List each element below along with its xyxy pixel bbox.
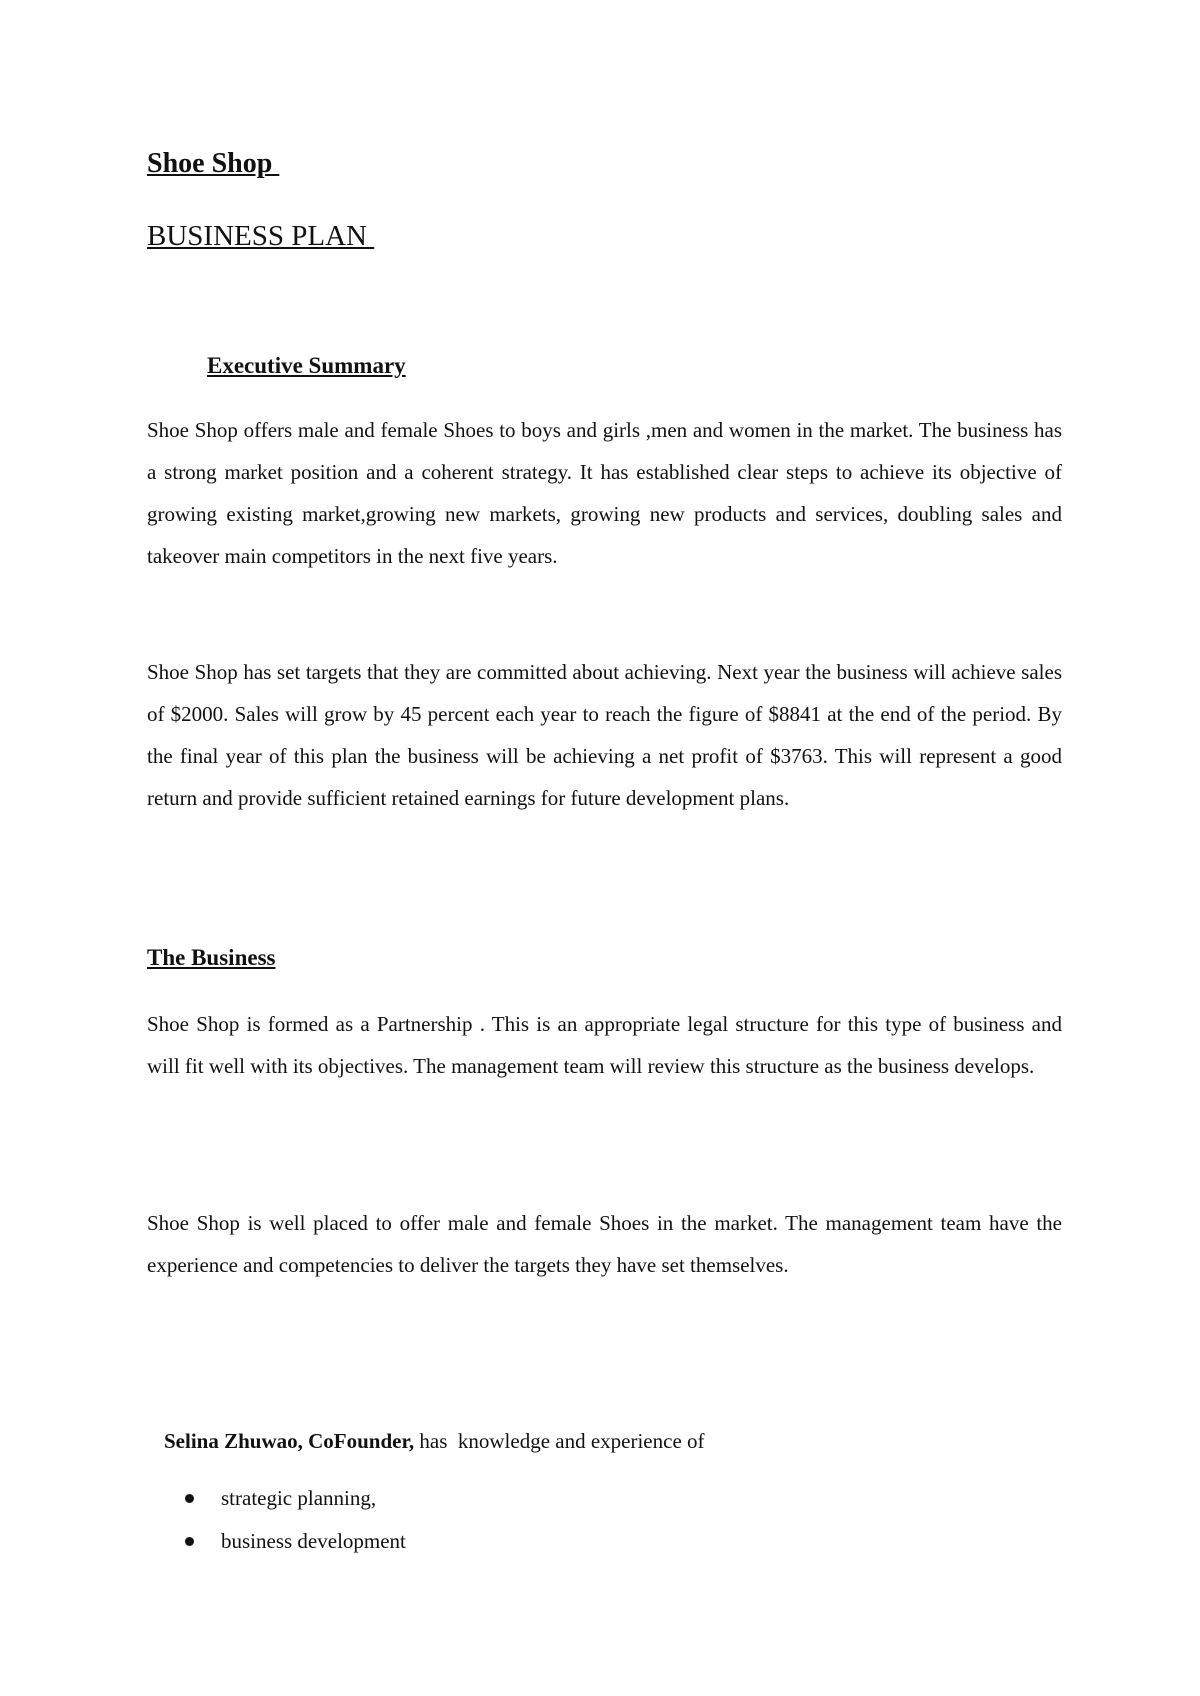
bullet-icon [185, 1494, 194, 1503]
the-business-heading: The Business [147, 945, 276, 970]
founder-skills-list [185, 1477, 406, 1563]
executive-summary-paragraph-2: Shoe Shop has set targets that they are committed about achieving. Next year the business will achieve sales of $2000. Sales will grow by 45 percent each year to reach the figure of $8841 at the end of the period. By the final year of this plan the business will be achieving a net profit of $3763. This will represent a good return and provide sufficient retained earnings for future development plans. [147, 660, 1062, 810]
list-item [185, 1520, 406, 1563]
founder-intro-text: has knowledge and experience of [414, 1429, 705, 1453]
skill-text: business development [221, 1529, 406, 1553]
the-business-paragraph-2: Shoe Shop is well placed to offer male and female Shoes in the market. The management team have the experience and competencies to deliver the targets they have set themselves. [147, 1211, 1062, 1277]
executive-summary-paragraph-1: Shoe Shop offers male and female Shoes to boys and girls ,men and women in the market. The business has a strong market position and a coherent strategy. It has established clear steps to achieve its objective of growing existing market,growing new markets, growing new products and services, doubling sales and takeover main competitors in the next five years. [147, 418, 1062, 568]
executive-summary-heading: Executive Summary [207, 353, 406, 378]
document-title: Shoe Shop [147, 148, 280, 179]
skill-text: strategic planning, [221, 1486, 377, 1510]
list-item [185, 1477, 406, 1520]
founder-name: Selina Zhuwao, CoFounder, [164, 1429, 415, 1453]
founder-intro [164, 1420, 705, 1462]
the-business-paragraph-1: Shoe Shop is formed as a Partnership . This is an appropriate legal structure for this type of business and will fit well with its objectives. The management team will review this structure as the business develops. [147, 1012, 1062, 1078]
bullet-icon [185, 1537, 194, 1546]
document-subtitle: BUSINESS PLAN [147, 220, 375, 252]
